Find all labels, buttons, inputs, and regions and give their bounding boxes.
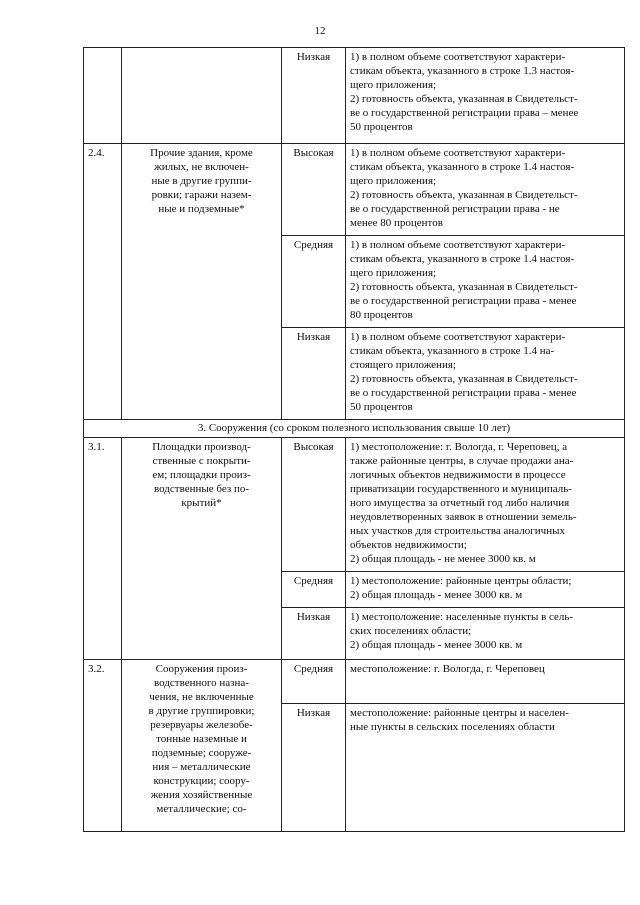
object-name-cell: Площадки производ- ственные с покрыти- ем; площадки произ- водственные без по- крытий* xyxy=(122,438,282,660)
grade-criteria-cell: 1) местоположение: населенные пункты в сель- ских поселениях области; 2) общая площадь - менее 3000 кв. м xyxy=(346,608,625,660)
grade-level-cell: Высокая xyxy=(282,144,346,236)
table-row xyxy=(84,48,625,144)
grade-level-cell: Низкая xyxy=(282,704,346,832)
page-number: 12 xyxy=(314,25,326,37)
table-row xyxy=(84,438,625,572)
grade-level-cell: Низкая xyxy=(282,608,346,660)
grade-criteria-cell: 1) местоположение: районные центры области; 2) общая площадь - менее 3000 кв. м xyxy=(346,572,625,608)
section-heading: 3. Сооружения (со сроком полезного использования свыше 10 лет) xyxy=(84,420,625,438)
grade-criteria-cell: 1) в полном объеме соответствуют характери- стикам объекта, указанного в строке 1.4 настоя- щего приложения; 2) готовность объекта, указанная в Свидетельст- ве о государственной регистрации права - не менее 80 процентов xyxy=(346,144,625,236)
grade-criteria-cell: местоположение: г. Вологда, г. Череповец xyxy=(346,660,625,704)
grade-level-cell: Высокая xyxy=(282,438,346,572)
row-number-cell: 3.1. xyxy=(84,438,122,660)
row-number-cell: 2.4. xyxy=(84,144,122,420)
row-number-cell: 3.2. xyxy=(84,660,122,832)
grade-level-cell: Средняя xyxy=(282,660,346,704)
section-heading-row xyxy=(84,420,625,438)
grade-level-cell: Низкая xyxy=(282,328,346,420)
table-row xyxy=(84,144,625,236)
object-name-cell: Сооружения произ- водственного назна- чения, не включенные в другие группировки; резервуары железобе- тонные наземные и подземные; сооруже- ния – металлические конструкции; соору- жения хозяйственные металлические; со- xyxy=(122,660,282,832)
grade-criteria-cell: 1) в полном объеме соответствуют характери- стикам объекта, указанного в строке 1.4 настоя- щего приложения; 2) готовность объекта, указанная в Свидетельст- ве о государственной регистрации права - менее 80 процентов xyxy=(346,236,625,328)
grade-level-cell: Низкая xyxy=(282,48,346,144)
grade-criteria-cell: 1) в полном объеме соответствуют характери- стикам объекта, указанного в строке 1.3 настоя- щего приложения; 2) готовность объекта, указанная в Свидетельст- ве о государственной регистрации права – менее 50 процентов xyxy=(346,48,625,144)
grade-level-cell: Средняя xyxy=(282,572,346,608)
table-row xyxy=(84,660,625,704)
object-name-cell: Прочие здания, кроме жилых, не включен- ные в другие группи- ровки; гаражи назем- ные и подземные* xyxy=(122,144,282,420)
grade-criteria-cell: местоположение: районные центры и населен- ные пункты в сельских поселениях области xyxy=(346,704,625,832)
object-name-cell xyxy=(122,48,282,144)
valuation-table xyxy=(83,47,625,832)
row-number-cell xyxy=(84,48,122,144)
grade-level-cell: Средняя xyxy=(282,236,346,328)
grade-criteria-cell: 1) местоположение: г. Вологда, г. Череповец, а также районные центры, в случае продажи ана- логичных объектов недвижимости в процессе приватизации государственного и муниципаль- ного имущества за отчетный год либо наличия неудовлетворенных заявок в отношении земель- ных участков для строительства аналогичных объектов недвижимости; 2) общая площадь - не менее 3000 кв. м xyxy=(346,438,625,572)
grade-criteria-cell: 1) в полном объеме соответствуют характери- стикам объекта, указанного в строке 1.4 на- стоящего приложения; 2) готовность объекта, указанная в Свидетельст- ве о государственной регистрации права - менее 50 процентов xyxy=(346,328,625,420)
